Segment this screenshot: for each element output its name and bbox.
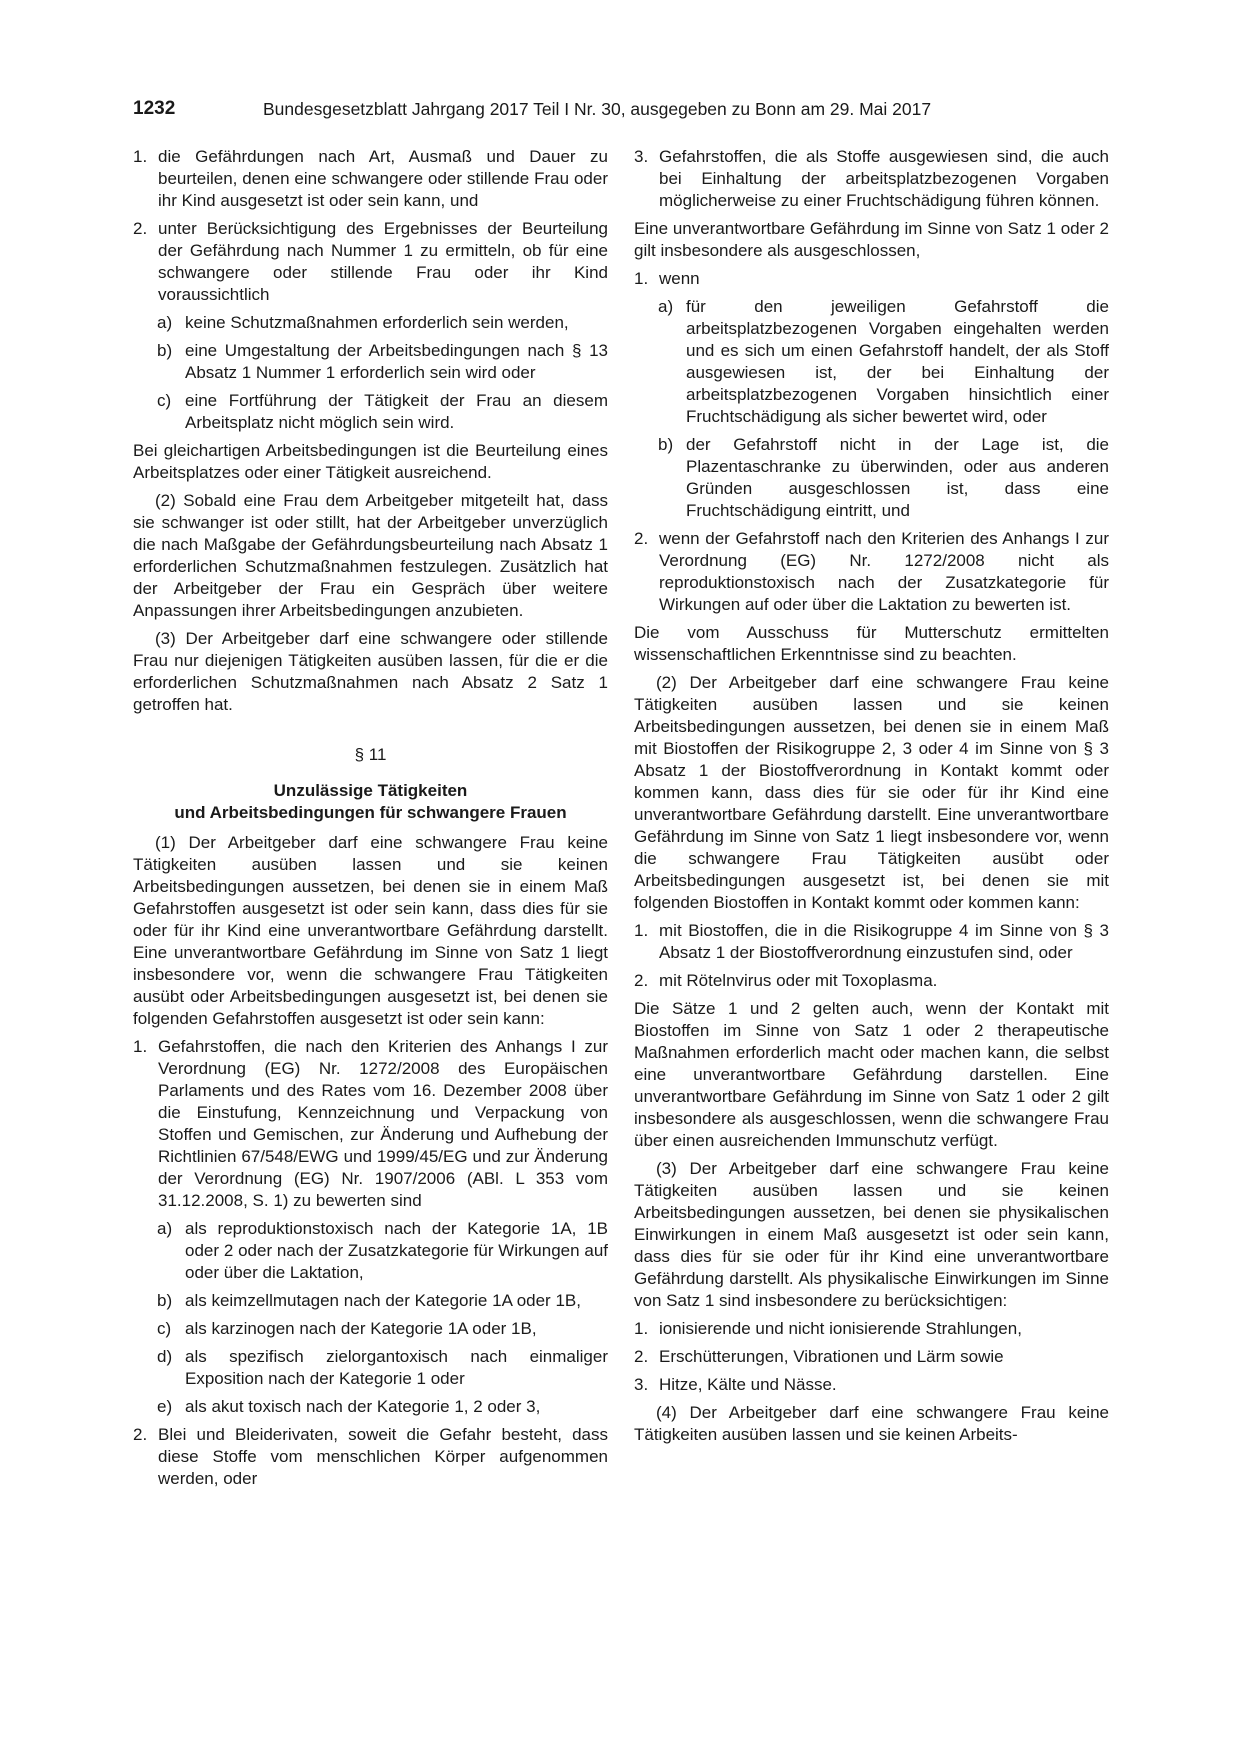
list-item [133, 146, 608, 212]
paragraph: (3) Der Arbeitgeber darf eine schwangere Frau keine Tätigkeiten ausüben lassen und sie keinen Arbeitsbedingungen aussetzen, bei denen sie physikalischen Einwirkungen in einem Maß ausgesetzt ist oder sein kann, dass dies für sie oder für ihr Kind eine unverantwortbare Gefährdung darstellt. Als physikalische Einwirkungen im Sinne von Satz 1 sind insbesondere zu berücksichtigen: [634, 1159, 1109, 1310]
paragraph: Die Sätze 1 und 2 gelten auch, wenn der Kontakt mit Biostoffen im Sinne von Satz 1 oder 2 therapeutische Maßnahmen erforderlich macht oder machen kann, die selbst eine unverantwortbare Gefährdung darstellen. Eine unverantwortbare Gefährdung im Sinne von Satz 1 oder 2 gilt insbesondere als ausgeschlossen, wenn die schwangere Frau über einen ausreichenden Immunschutz verfügt. [634, 999, 1109, 1150]
list-item [634, 146, 1109, 212]
sub-list-item-text: als keimzellmutagen nach der Kategorie 1A oder 1B, [185, 1291, 581, 1310]
list-item-label: 2. [133, 219, 148, 238]
sub-list-item-label: a) [658, 297, 674, 316]
right-column [634, 146, 1109, 1452]
sub-list-item [634, 296, 1109, 428]
list-item-label: 1. [133, 1037, 148, 1056]
list-item [634, 268, 1109, 290]
list-item-label: 1. [634, 1319, 649, 1338]
section-mark: § 11 [354, 745, 387, 764]
sub-list-item [133, 1218, 608, 1284]
paragraph: (3) Der Arbeitgeber darf eine schwangere oder stillende Frau nur diejenigen Tätigkeiten ausüben lassen, für die er die erforderlichen Schutzmaßnahmen nach Absatz 2 Satz 1 getroffen hat. [133, 629, 608, 714]
paragraph: (2) Der Arbeitgeber darf eine schwangere Frau keine Tätigkeiten ausüben lassen und sie keinen Arbeitsbedingungen aussetzen, bei denen sie in einem Maß mit Biostoffen der Risikogruppe 2, 3 oder 4 im Sinne von § 3 Absatz 1 der Biostoffverordnung in Kontakt kommt oder kommen kann, dass dies für sie oder für ihr Kind eine unverantwortbare Gefährdung darstellt. Eine unverantwortbare Gefährdung im Sinne von Satz 1 liegt insbesondere vor, wenn die schwangere Frau Tätigkeiten ausübt oder Arbeitsbedingungen ausgesetzt ist, bei denen sie mit folgenden Biostoffen in Kontakt kommt oder kommen kann: [634, 673, 1109, 912]
list-item-text: Gefahrstoffen, die als Stoffe ausgewiesen sind, die auch bei Einhaltung der arbeitsplatzbezogenen Vorgaben möglicherweise zu einer Fruchtschädigung führen können. [659, 147, 1109, 210]
paragraph: (1) Der Arbeitgeber darf eine schwangere Frau keine Tätigkeiten ausüben lassen und sie keinen Arbeitsbedingungen aussetzen, bei denen sie in einem Maß Gefahrstoffen ausgesetzt ist oder sein kann, dass dies für sie oder für ihr Kind eine unverantwortbare Gefährdung darstellt. Eine unverantwortbare Gefährdung im Sinne von Satz 1 liegt insbesondere vor, wenn die schwangere Frau Tätigkeiten ausübt oder Arbeitsbedingungen ausgesetzt ist, bei denen sie folgenden Gefahrstoffen ausgesetzt ist oder sein kann: [133, 833, 608, 1028]
sub-list-item [133, 390, 608, 434]
sub-list-item-label: b) [658, 435, 674, 454]
list-item-label: 1. [634, 921, 649, 940]
sub-list-item-text: eine Fortführung der Tätigkeit der Frau an diesem Arbeitsplatz nicht möglich sein wird. [185, 391, 608, 432]
list-item-text: mit Rötelnvirus oder mit Toxoplasma. [659, 971, 938, 990]
sub-list-item-label: a) [157, 1219, 173, 1238]
list-item-text: Erschütterungen, Vibrationen und Lärm sowie [659, 1347, 1004, 1366]
sub-list-item-text: eine Umgestaltung der Arbeitsbedingungen nach § 13 Absatz 1 Nummer 1 erforderlich sein wird oder [185, 341, 608, 382]
sub-list-item-text: als spezifisch zielorgantoxisch nach einmaliger Exposition nach der Kategorie 1 oder [185, 1347, 608, 1388]
paragraph: Bei gleichartigen Arbeitsbedingungen ist die Beurteilung eines Arbeitsplatzes oder einer Tätigkeit ausreichend. [133, 441, 608, 482]
sub-list-item-label: c) [157, 391, 172, 410]
paragraph: Eine unverantwortbare Gefährdung im Sinne von Satz 1 oder 2 gilt insbesondere als ausgeschlossen, [634, 219, 1109, 260]
sub-list-item-label: c) [157, 1319, 172, 1338]
sub-list-item [634, 434, 1109, 522]
list-item-text: unter Berücksichtigung des Ergebnisses der Beurteilung der Gefährdung nach Nummer 1 zu ermitteln, ob für eine schwangere oder stillende Frau oder ihr Kind voraussichtlich [158, 219, 608, 304]
list-item-text: ionisierende und nicht ionisierende Strahlungen, [659, 1319, 1022, 1338]
sub-list-item-label: a) [157, 313, 173, 332]
sub-list-item [133, 1346, 608, 1390]
list-item-label: 3. [634, 1375, 649, 1394]
list-item-text: wenn der Gefahrstoff nach den Kriterien des Anhangs I zur Verordnung (EG) Nr. 1272/2008 nicht als reproduktionstoxisch nach der Zusatzkategorie für Wirkungen auf oder über die Laktation zu bewerten ist. [659, 529, 1109, 614]
list-item-text: wenn [659, 269, 700, 288]
sub-list-item-text: als karzinogen nach der Kategorie 1A oder 1B, [185, 1319, 537, 1338]
list-item-text: Blei und Bleiderivaten, soweit die Gefahr besteht, dass diese Stoffe vom menschlichen Körper aufgenommen werden, oder [158, 1425, 608, 1488]
list-item-text: Gefahrstoffen, die nach den Kriterien des Anhangs I zur Verordnung (EG) Nr. 1272/2008 des Europäischen Parlaments und des Rates vom 16. Dezember 2008 über die Einstufung, Kennzeichnung und Verpackung von Stoffen und Gemischen, zur Änderung und Aufhebung der Richtlinien 67/548/EWG und 1999/45/EG und zur Änderung der Verordnung (EG) Nr. 1907/2006 (ABl. L 353 vom 31.12.2008, S. 1) zu bewerten sind [158, 1037, 608, 1210]
paragraph: (4) Der Arbeitgeber darf eine schwangere Frau keine Tätigkeiten ausüben lassen und sie keinen Arbeits- [634, 1403, 1109, 1444]
sub-list-item-label: e) [157, 1397, 173, 1416]
sub-list-item-label: b) [157, 341, 173, 360]
list-item [133, 1424, 608, 1490]
page-number: 1232 [133, 98, 176, 119]
sub-list-item-text: als akut toxisch nach der Kategorie 1, 2 oder 3, [185, 1397, 541, 1416]
left-column [133, 146, 608, 1496]
list-item-text: mit Biostoffen, die in die Risikogruppe 4 im Sinne von § 3 Absatz 1 der Biostoffverordnung einzustufen sind, oder [659, 921, 1109, 962]
running-head: Bundesgesetzblatt Jahrgang 2017 Teil I Nr. 30, ausgegeben zu Bonn am 29. Mai 2017 [263, 99, 932, 119]
list-item-label: 2. [634, 1347, 649, 1366]
list-item-label: 1. [634, 269, 649, 288]
sub-list-item [133, 1290, 608, 1312]
section-title-line: Unzulässige Tätigkeiten [273, 781, 468, 800]
list-item-label: 1. [133, 147, 148, 166]
sub-list-item [133, 1396, 608, 1418]
list-item-label: 2. [634, 971, 649, 990]
sub-list-item-text: keine Schutzmaßnahmen erforderlich sein werden, [185, 313, 569, 332]
paragraph: Die vom Ausschuss für Mutterschutz ermittelten wissenschaftlichen Erkenntnisse sind zu beachten. [634, 623, 1109, 664]
list-item [634, 1346, 1109, 1368]
sub-list-item-text: der Gefahrstoff nicht in der Lage ist, die Plazentaschranke zu überwinden, oder aus anderen Gründen ausgeschlossen ist, dass eine Fruchtschädigung eintritt, und [686, 435, 1109, 520]
sub-list-item [133, 1318, 608, 1340]
list-item-label: 3. [634, 147, 649, 166]
section-title [133, 780, 608, 824]
list-item [133, 1036, 608, 1212]
list-item [634, 528, 1109, 616]
list-item [634, 1374, 1109, 1396]
sub-list-item-label: b) [157, 1291, 173, 1310]
sub-list-item [133, 312, 608, 334]
paragraph: (2) Sobald eine Frau dem Arbeitgeber mitgeteilt hat, dass sie schwanger ist oder stillt, hat der Arbeitgeber unverzüglich die nach Maßgabe der Gefährdungsbeurteilung nach Absatz 1 erforderlichen Schutzmaßnahmen festzulegen. Zusätzlich hat der Arbeitgeber der Frau ein Gespräch über weitere Anpassungen ihrer Arbeitsbedingungen anzubieten. [133, 491, 608, 620]
section-title-line: und Arbeitsbedingungen für schwangere Frauen [174, 803, 567, 822]
sub-list-item-text: als reproduktionstoxisch nach der Kategorie 1A, 1B oder 2 oder nach der Zusatzkategorie für Wirkungen auf oder über die Laktation, [185, 1219, 608, 1282]
page-header [133, 98, 1123, 128]
sub-list-item-text: für den jeweiligen Gefahrstoff die arbeitsplatzbezogenen Vorgaben eingehalten werden und es sich um einen Gefahrstoff handelt, der als Stoff ausgewiesen ist, der bei Einhaltung der arbeitsplatzbezogenen Vorgaben hinsichtlich einer Fruchtschädigung als sicher bewertet wird, oder [686, 297, 1109, 426]
sub-list-item [133, 340, 608, 384]
list-item [634, 920, 1109, 964]
sub-list-item-label: d) [157, 1347, 173, 1366]
list-item-label: 2. [133, 1425, 148, 1444]
list-item-text: Hitze, Kälte und Nässe. [659, 1375, 837, 1394]
list-item-text: die Gefährdungen nach Art, Ausmaß und Dauer zu beurteilen, denen eine schwangere oder stillende Frau oder ihr Kind ausgesetzt ist oder sein kann, und [158, 147, 608, 210]
list-item-label: 2. [634, 529, 649, 548]
list-item [634, 970, 1109, 992]
list-item [634, 1318, 1109, 1340]
list-item [133, 218, 608, 306]
